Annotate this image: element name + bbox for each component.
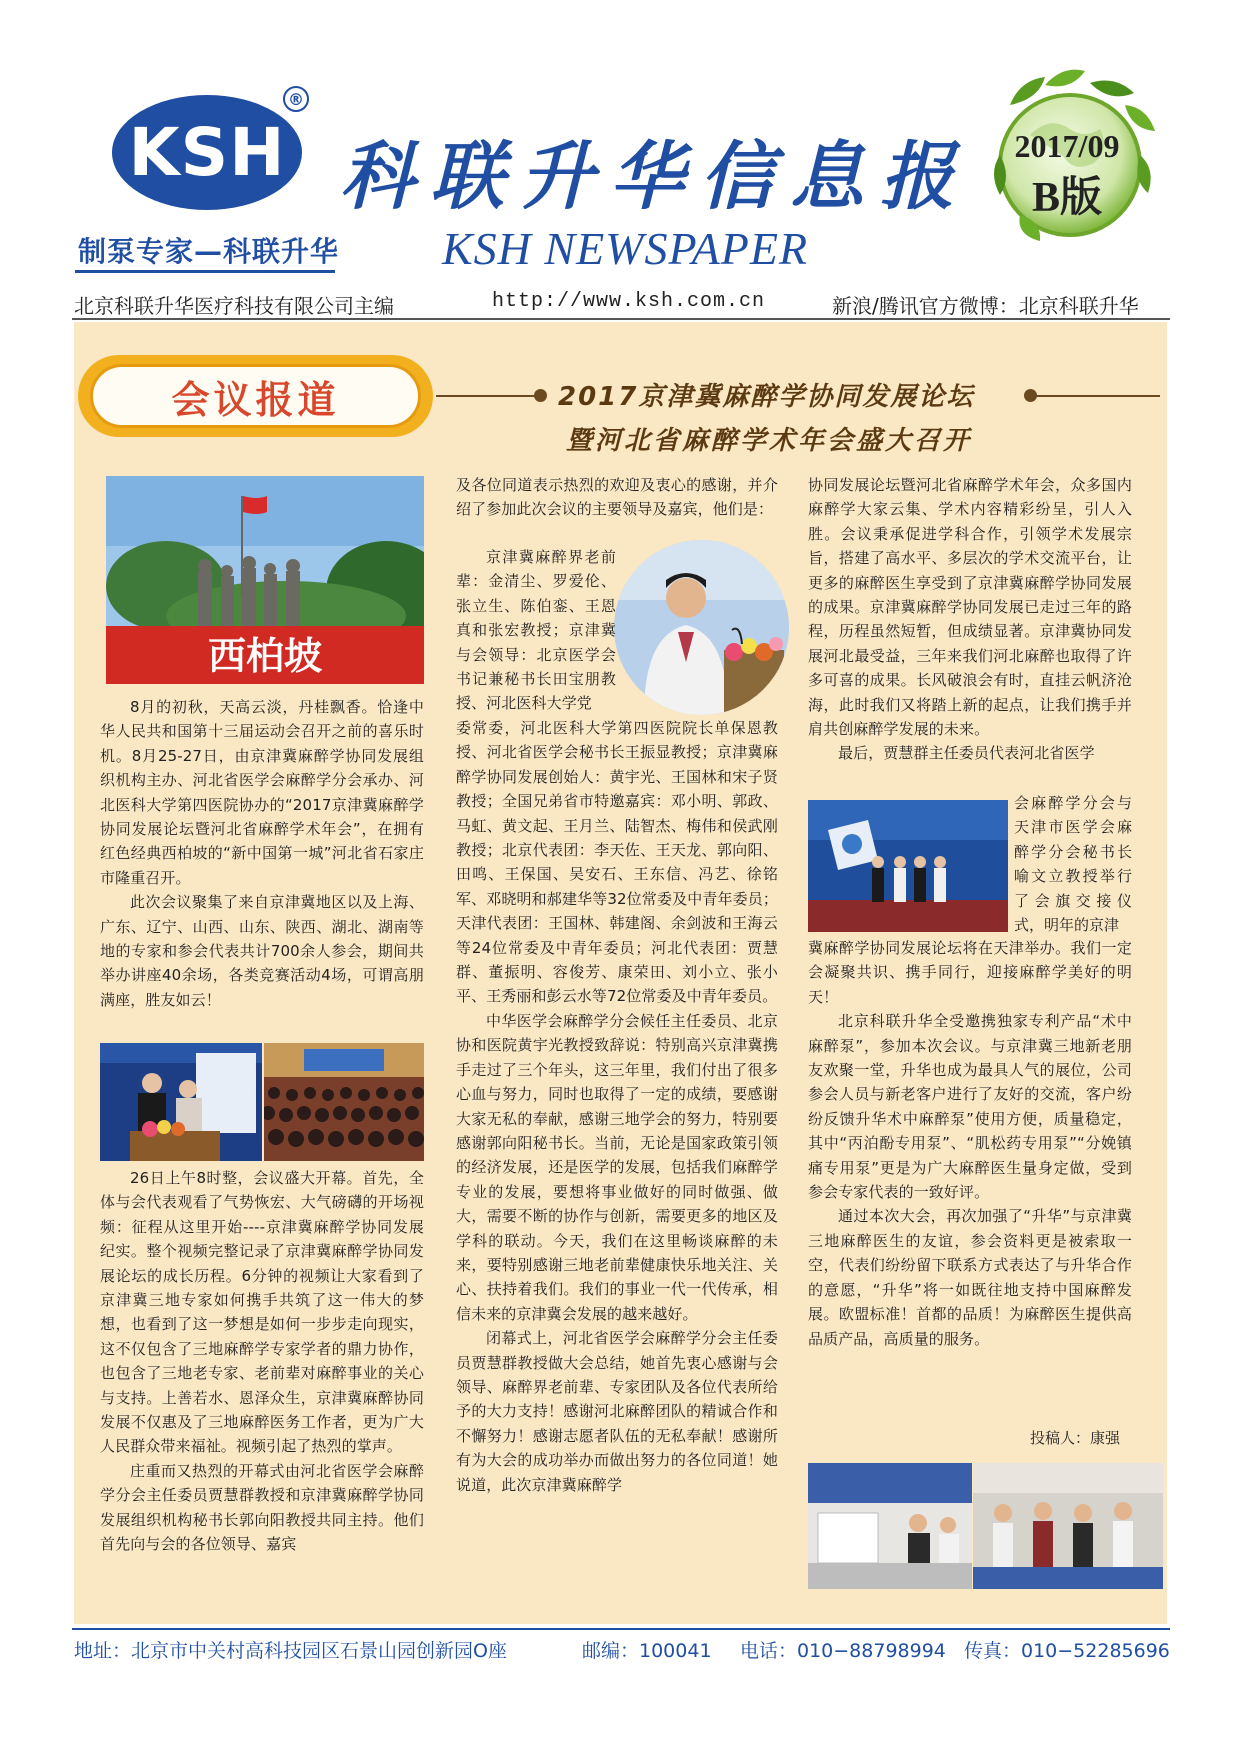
- header-divider: [72, 318, 1170, 320]
- opening-paragraph-1: 26日上午8时整，会议盛大开幕。首先，全体与会代表观看了气势恢宏、大气磅礴的开场视频：征程从这里开始----京津冀麻醉学协同发展纪实。整个视频完整记录了京津冀麻醉学协同发展论坛的成长历程。6分钟的视频让大家看到了京津冀三地专家如何携手共筑了这一伟大的梦想，也看到了这一梦想是如何一步步走向现实，这不仅包含了三地麻醉学专家学者的鼎力协作，也包含了三地老专家、老前辈对麻醉事业的关心与支持。上善若水、恩泽众生，京津冀麻醉协同发展不仅惠及了三地麻醉医务工作者，更为广大人民群众带来福祉。视频引起了热烈的掌声。: [100, 1169, 424, 1456]
- speech-paragraph: 中华医学会麻醉学分会候任主任委员、北京协和医院黄宇光教授致辞说：特别高兴京津冀携手走过了三个年头，这三年里，我们付出了很多心血与努力，同时也取得了一定的成绩，要感谢大家无私的奉献，感谢三地学会的努力，特别要感谢郭向阳秘书长。当前，无论是国家政策引领的经济发展，还是医学的发展，包括我们麻醉学专业的发展，要想将事业做好的同时做强、做大，需要不断的协作与创新，需要更多的地区及学科的联动。今天，我们在这里畅谈麻醉的未来，要特别感谢三地老前辈健康快乐地关注、关心、扶持着我们。我们的事业一代一代传承，相信未来的京津冀会发展的越来越好。: [456, 1011, 778, 1323]
- headline-line-1: 2017京津冀麻醉学协同发展论坛: [558, 382, 975, 412]
- contributor: 投稿人：康强: [1030, 1429, 1121, 1447]
- issue-date: 2017/09: [1014, 128, 1120, 164]
- intro-paragraph-1: 8月的初秋，天高云淡，丹桂飘香。恰逢中华人民共和国第十三届运动会召开之前的喜乐时机。8月25-27日，由京津冀麻醉学协同发展组织机构主办、河北省医学会麻醉学分会承办、河北医科大学第四医院协办的“2017京津冀麻醉学协同发展论坛暨河北省麻醉学术年会”，在拥有红色经典西柏坡的“新中国第一城”河北省石家庄市隆重召开。: [100, 698, 424, 887]
- headline-rule-left: [436, 395, 536, 397]
- conclusion-paragraph: 通过本次大会，再次加强了“升华”与京津冀三地麻醉医生的友谊，参会资料更是被索取一空，代表们纷纷留下联系方式表达了与升华合作的意愿，“升华”将一如既往地支持中国麻醉发展。欧盟标准！首都的品质！为麻醉医生提供高品质产品，高质量的服务。: [808, 1207, 1132, 1348]
- slogan: 制泵专家—科联升华: [78, 235, 340, 268]
- closing-paragraph: 闭幕式上，河北省医学会麻醉学分会主任委员贾慧群教授做大会总结，她首先衷心感谢与会领导、麻醉界老前辈、专家团队及各位代表所给予的大力支持！感谢河北麻醉团队的精诚合作和不懈努力！感谢志愿者队伍的无私奉献！感谢所有为大会的成功举办而做出努力的各位同道！她说道，此次京津冀麻醉学: [456, 1329, 778, 1494]
- ksh-logo: KSH: [112, 95, 302, 210]
- section-label: 会议报道: [171, 376, 340, 422]
- newspaper-english-title: KSH NEWSPAPER: [442, 223, 809, 274]
- booth-photo: [808, 1463, 972, 1589]
- intro-paragraph-2: 此次会议聚集了来自京津冀地区以及上海、广东、辽宁、山西、山东、陕西、湖北、湖南等地的专家和参会代表共计700余人参会，期间共举办讲座40余场，各类竞赛活动4场，可谓高朋满座，胜友如云！: [100, 893, 424, 1009]
- column3-top: [808, 473, 1132, 766]
- article-intro: [100, 695, 424, 1012]
- column2-main: [456, 716, 778, 1497]
- handover-intro-paragraph: 最后，贾慧群主任委员代表河北省医学: [838, 744, 1095, 763]
- column2-top-paragraph: 及各位同道表示热烈的欢迎及衷心的感谢，并介绍了参加此次会议的主要领导及嘉宾，他们是：: [456, 476, 778, 519]
- footer-divider: [72, 1628, 1170, 1630]
- opening-paragraph-2: 庄重而又热烈的开幕式由河北省医学会麻醉学分会主任委员贾慧群教授和京津冀麻醉学协同发展组织机构秘书长郭向阳教授共同主持。他们首先向与会的各位领导、嘉宾: [100, 1461, 424, 1554]
- article-opening: [100, 1166, 424, 1557]
- editor-line: 北京科联升华医疗科技有限公司主编: [74, 294, 394, 318]
- forum-summary-paragraph: 协同发展论坛暨河北省麻醉学术年会，众多国内麻醉学大家云集、学术内容精彩纷呈，引人入胜。会议秉承促进学科合作，引领学术发展宗旨，搭建了高水平、多层次的学术交流平台，让更多的麻醉医生享受到了京津冀麻醉学协同发展的成果。京津冀麻醉学协同发展已走过三年的路程，历程虽然短暂，但成绩显著。京津冀协同发展河北最受益，三年来我们河北麻醉也取得了许多可喜的成果。长风破浪会有时，直挂云帆济沧海，此时我们又将踏上新的起点，让我们携手并肩共创麻醉学发展的未来。: [808, 476, 1132, 739]
- next-forum-paragraph: 冀麻醉学协同发展论坛将在天津举办。我们一定会凝聚共识、携手同行，迎接麻醉学美好的明天！: [808, 939, 1132, 1006]
- opening-speakers-photo: [100, 1043, 262, 1161]
- headline-dot-left: [534, 389, 547, 402]
- footer-fax: 传真：010−52285696: [964, 1640, 1170, 1662]
- slogan-underline: [75, 270, 335, 273]
- speaker-portrait-photo: [614, 540, 789, 715]
- column2-guest-list: [456, 545, 616, 716]
- xibaipo-sign-text: 西柏坡: [207, 633, 323, 678]
- guest-list-paragraph: 京津冀麻醉界老前辈：金清尘、罗爱伦、张立生、陈伯銮、王恩真和张宏教授；京津冀与会领导：北京医学会书记兼秘书长田宝朋教授、河北医科大学党: [456, 548, 616, 713]
- website-link[interactable]: http://www.ksh.com.cn: [492, 290, 766, 313]
- column3-main: [808, 936, 1132, 1351]
- delegation-paragraph: 委常委，河北医科大学第四医院院长单保恩教授、河北省医学会秘书长王振显教授；京津冀麻醉学协同发展创始人：黄宇光、王国林和宋子贤教授；全国兄弟省市特邀嘉宾：邓小明、郭政、马虹、黄文起、王月兰、陆智杰、梅伟和侯武刚教授；北京代表团：李天佐、王天龙、郭向阳、田鸣、王保国、吴安石、王东信、冯艺、徐铭军、邓晓明和郝建华等32位常委及中青年委员；天津代表团：王国林、韩建阁、余剑波和王海云等24位常委及中青年委员；河北代表团：贾慧群、董振明、容俊芳、康荣田、刘小立、张小平、王秀丽和彭云水等72位常委及中青年委员。: [456, 719, 778, 1006]
- audience-photo: [264, 1043, 424, 1161]
- column3-narrow: [1014, 791, 1132, 937]
- headline-line-2: 暨河北省麻醉学术年会盛大召开: [566, 426, 973, 456]
- column2-top: [456, 473, 778, 522]
- newspaper-title: 科联升华信息报: [340, 134, 970, 220]
- footer-address: 地址：北京市中关村高科技园区石景山园创新园O座: [74, 1640, 507, 1662]
- headline-rule-right: [1032, 395, 1160, 397]
- footer-phone: 电话：010−88798994: [740, 1640, 946, 1662]
- registered-mark: ®: [283, 86, 309, 112]
- weibo-line: 新浪/腾讯官方微博：北京科联升华: [832, 294, 1139, 318]
- flag-handover-photo: [808, 800, 1008, 932]
- section-banner-inner: [90, 364, 421, 428]
- xibaipo-photo: [106, 476, 424, 684]
- visitors-photo: [973, 1463, 1163, 1589]
- handover-paragraph: 会麻醉学分会与天津市医学会麻醉学分会秘书长喻文立教授举行了会旗交接仪式，明年的京津: [1014, 794, 1132, 935]
- ksh-booth-paragraph: 北京科联升华全受邀携独家专利产品“术中麻醉泵”，参加本次会议。与京津冀三地新老朋友欢聚一堂，升华也成为最具人气的展位，公司参会人员与新老客户进行了友好的交流，客户纷纷反馈升华术中麻醉泵”使用方便，质量稳定，其中“丙泊酚专用泵”、“肌松药专用泵”“分娩镇痛专用泵”更是为广大麻醉医生量身定做，受到参会专家代表的一致好评。: [808, 1012, 1132, 1202]
- footer-postcode: 邮编：100041: [582, 1640, 712, 1662]
- issue-edition: B版: [1031, 175, 1102, 221]
